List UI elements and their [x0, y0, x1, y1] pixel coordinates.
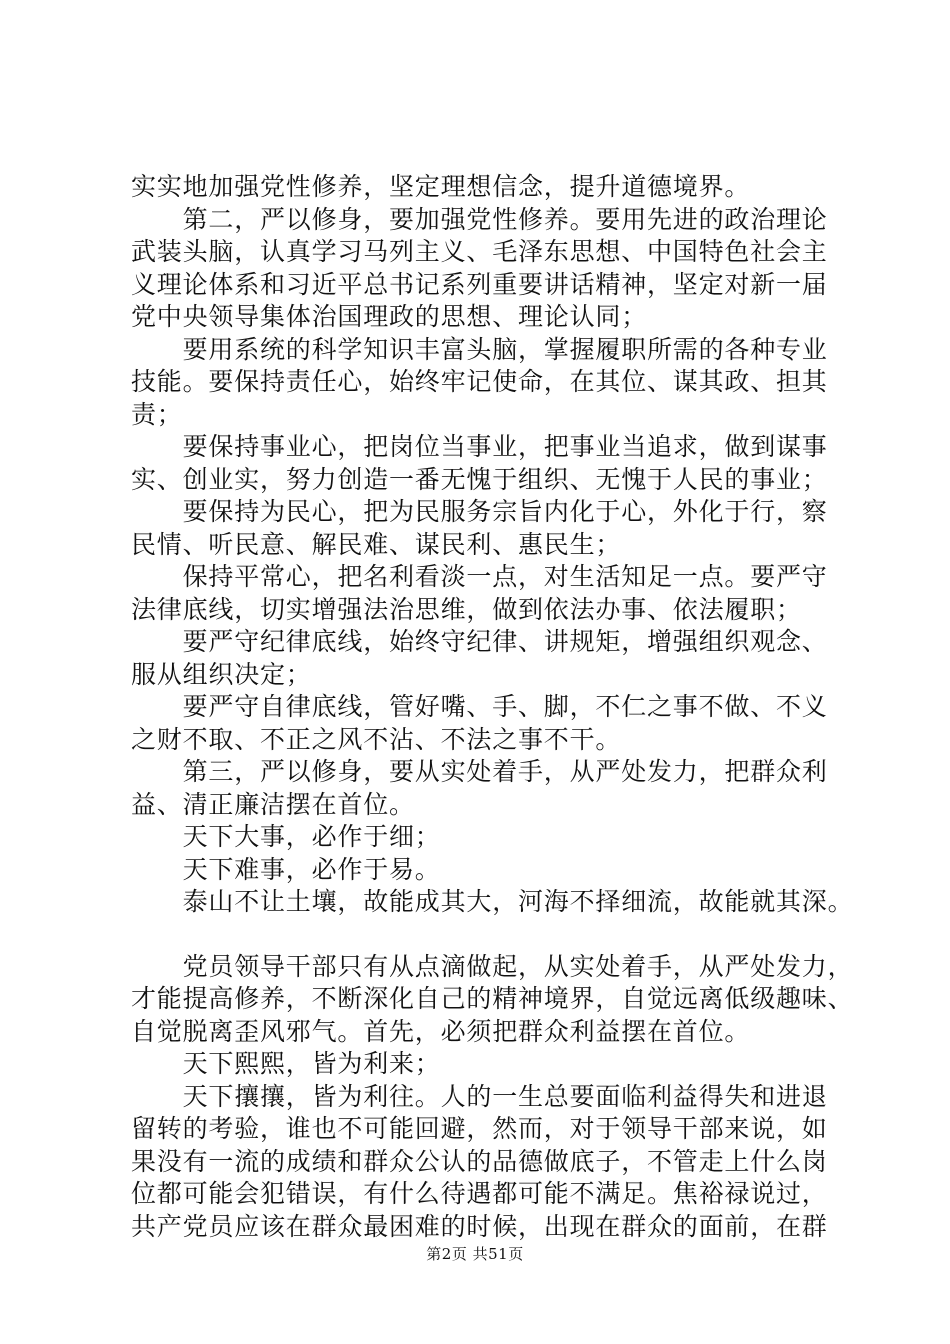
text-line: 服从组织决定；	[131, 659, 312, 689]
text-line: 义理论体系和习近平总书记系列重要讲话精神，坚定对新一届	[131, 269, 828, 299]
text-line: 第三，严以修身，要从实处着手，从严处发力，把群众利	[131, 757, 828, 786]
text-line: 保持平常心，把名利看淡一点，对生活知足一点。要严守	[131, 562, 828, 591]
text-line: 自觉脱离歪风邪气。首先，必须把群众利益摆在首位。	[131, 1016, 751, 1046]
text-line: 之财不取、不正之风不沾、不法之事不干。	[131, 724, 622, 754]
text-line: 实实地加强党性修养，坚定理想信念，提升道德境界。	[131, 172, 751, 201]
text-line: 要严守纪律底线，始终守纪律、讲规矩，增强组织观念、	[131, 627, 828, 656]
text-line: 果没有一流的成绩和群众公认的品德做底子，不管走上什么岗	[131, 1146, 828, 1176]
text-line: 第二，严以修身，要加强党性修养。要用先进的政治理论	[131, 204, 828, 234]
text-line: 要严守自律底线，管好嘴、手、脚，不仁之事不做、不义	[131, 692, 828, 721]
text-line: 党中央领导集体治国理政的思想、理论认同；	[131, 302, 648, 331]
text-line: 要保持事业心，把岗位当事业，把事业当追求，做到谋事	[131, 432, 828, 461]
text-line: 党员领导干部只有从点滴做起，从实处着手，从严处发力，	[131, 951, 854, 981]
text-line: 实、创业实，努力创造一番无愧于组织、无愧于人民的事业；	[131, 464, 828, 494]
text-line: 泰山不让土壤，故能成其大，河海不择细流，故能就其深。	[131, 887, 854, 916]
text-line: 天下攘攘，皆为利往。人的一生总要面临利益得失和进退	[131, 1081, 828, 1111]
paragraph-gap	[131, 919, 831, 951]
document-body	[131, 171, 854, 1243]
text-line: 位都可能会犯错误，有什么待遇都可能不满足。焦裕禄说过，	[131, 1179, 828, 1208]
text-line: 要用系统的科学知识丰富头脑，掌握履职所需的各种专业	[131, 334, 828, 364]
text-line: 责；	[131, 399, 183, 429]
text-line: 留转的考验，谁也不可能回避，然而，对于领导干部来说，如	[131, 1114, 828, 1143]
text-line: 要保持为民心，把为民服务宗旨内化于心，外化于行，察	[131, 497, 828, 526]
text-line: 技能。要保持责任心，始终牢记使命，在其位、谋其政、担其	[131, 367, 828, 396]
text-line: 民情、听民意、解民难、谋民利、惠民生；	[131, 529, 622, 559]
text-line: 天下难事，必作于易。	[131, 854, 441, 884]
text-line: 法律底线，切实增强法治思维，做到依法办事、依法履职；	[131, 594, 802, 624]
page-footer: 第2页 共51页	[426, 1245, 524, 1263]
text-line: 武装头脑，认真学习马列主义、毛泽东思想、中国特色社会主	[131, 237, 828, 266]
text-line: 共产党员应该在群众最困难的时候，出现在群众的面前，在群	[131, 1211, 828, 1241]
text-line: 才能提高修养，不断深化自己的精神境界，自觉远离低级趣味、	[131, 984, 854, 1013]
text-line: 天下熙熙，皆为利来；	[131, 1049, 441, 1078]
text-line: 天下大事，必作于细；	[131, 822, 441, 851]
text-line: 益、清正廉洁摆在首位。	[131, 789, 415, 819]
